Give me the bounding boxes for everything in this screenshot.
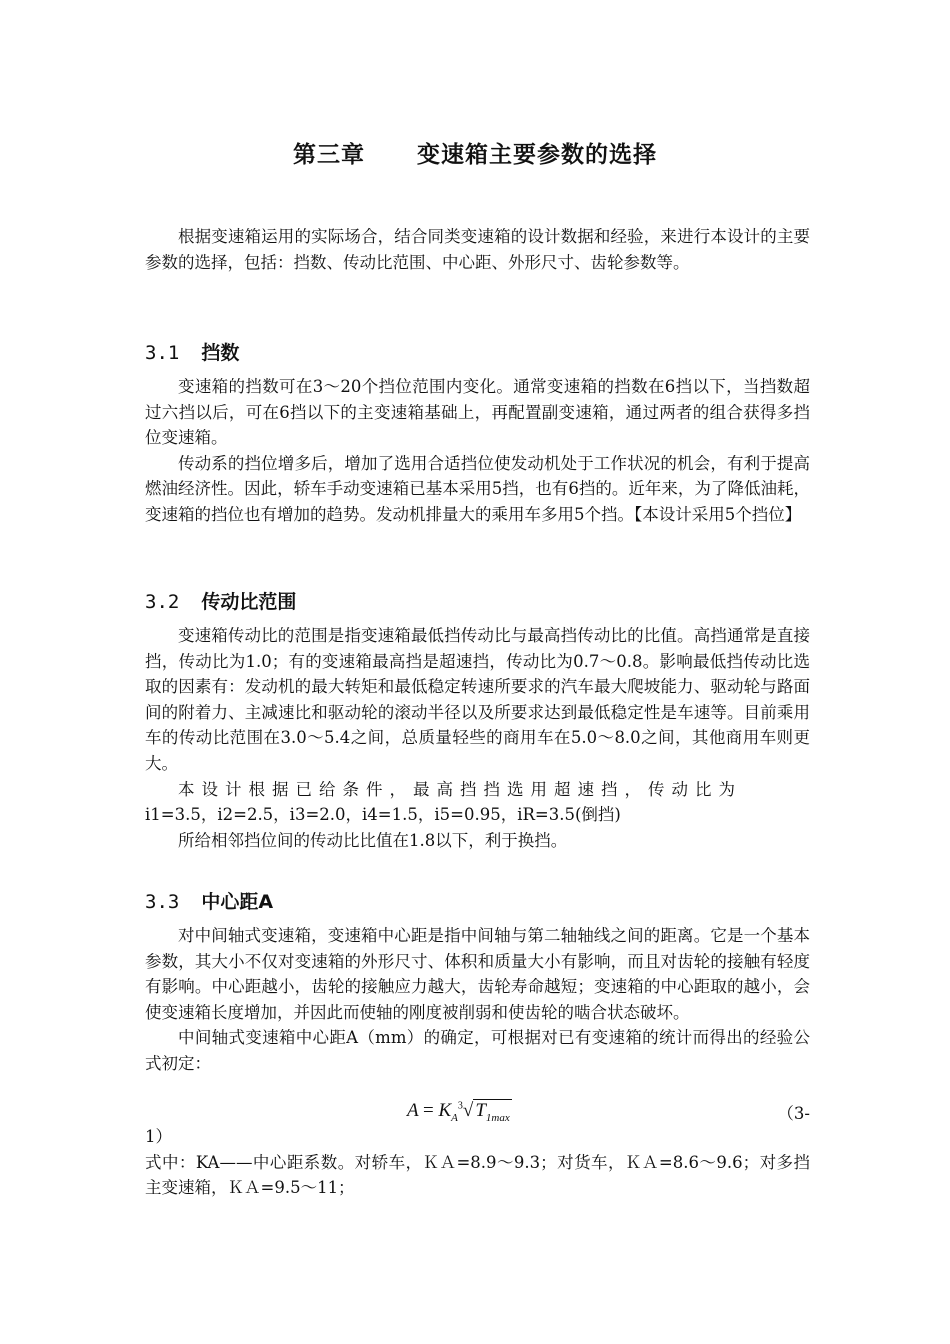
chapter-title (0, 136, 950, 169)
formula-eq: = (423, 1100, 434, 1121)
center-distance-formula (407, 1100, 512, 1124)
radical-sign: √ (462, 1100, 474, 1121)
paragraph: 所给相邻挡位间的传动比比值在1.8以下，利于换挡。 (178, 830, 568, 850)
formula-coef: K (438, 1100, 452, 1121)
formula-root-index: 3 (457, 1100, 463, 1112)
intro-block (145, 224, 810, 275)
section-number: 3.2 (145, 591, 180, 613)
formula-notes (145, 1124, 810, 1201)
equation-number-continued: 1） (145, 1127, 172, 1146)
section-number: 3.3 (145, 891, 180, 913)
section-heading-3-1 (145, 338, 239, 365)
paragraph: 变速箱的挡数可在3～20个挡位范围内变化。通常变速箱的挡数在6挡以下，当挡数超过六挡以后，可在6挡以下的主变速箱基础上，再配置副变速箱，通过两者的组合获得多挡位变速箱。 (145, 377, 810, 448)
equation-number: （3- (777, 1104, 810, 1123)
paragraph: 本设计根据已给条件，最高挡挡选用超速挡，传动比为 (178, 779, 742, 799)
paragraph: 中间轴式变速箱中心距A（mm）的确定，可根据对已有变速箱的统计而得出的经验公式初定： (145, 1028, 810, 1073)
section-number: 3.1 (145, 342, 180, 364)
section-heading-3-2 (145, 587, 296, 614)
section-title: 传动比范围 (201, 591, 297, 613)
formula-lhs: A (407, 1100, 419, 1121)
paragraph: 变速箱传动比的范围是指变速箱最低挡传动比与最高挡传动比的比值。高挡通常是直接挡，传动比为1.0；有的变速箱最高挡是超速挡，传动比为0.7～0.8。影响最低挡传动比选取的因素有：发动机的最大转矩和最低稳定转速所要求的汽车最大爬坡能力、驱动轮与路面间的附着力、主减速比和驱动轮的滚动半径以及所要求达到最低稳定性是车速等。目前乘用车的传动比范围在3.0～5.4之间，总质量轻些的商用车在5.0～8.0之间，其他商用车则更大。 (145, 626, 810, 773)
formula-radicand: T (475, 1100, 486, 1121)
section-title: 挡数 (201, 342, 240, 364)
section-3-3-body (145, 923, 810, 1077)
formula-radicand-sub: 1max (485, 1111, 510, 1124)
section-3-2-body (145, 623, 810, 853)
gear-ratios: i1=3.5，i2=2.5，i3=2.0，i4=1.5，i5=0.95，iR=3.5(倒挡) (145, 805, 621, 825)
formula-footnote: 式中：KA——中心距系数。对轿车，ＫＡ=8.9～9.3；对货车，ＫＡ=8.6～9.6；对多挡主变速箱，ＫＡ=9.5～11； (145, 1152, 810, 1198)
paragraph: 对中间轴式变速箱，变速箱中心距是指中间轴与第二轴轴线之间的距离。它是一个基本参数，其大小不仅对变速箱的外形尺寸、体积和质量大小有影响，而且对齿轮的接触有轻度有影响。中心距越小，齿轮的接触应力越大，齿轮寿命越短；变速箱的中心距取的越小，会使变速箱长度增加，并因此而使轴的刚度被削弱和使齿轮的啮合状态破坏。 (145, 926, 810, 1022)
formula-coef-sub: A (451, 1111, 458, 1124)
section-3-1-body (145, 374, 810, 528)
chapter-label: 第三章 (293, 142, 365, 168)
chapter-title-text: 变速箱主要参数的选择 (417, 142, 657, 168)
intro-paragraph: 根据变速箱运用的实际场合，结合同类变速箱的设计数据和经验，来进行本设计的主要参数的选择，包括：挡数、传动比范围、中心距、外形尺寸、齿轮参数等。 (145, 227, 810, 272)
section-heading-3-3 (145, 887, 273, 914)
section-title: 中心距A (201, 891, 274, 913)
paragraph: 传动系的挡位增多后，增加了选用合适挡位使发动机处于工作状况的机会，有利于提高燃油经济性。因此，轿车手动变速箱已基本采用5挡，也有6挡的。近年来，为了降低油耗，变速箱的挡位也有增加的趋势。发动机排量大的乘用车多用5个挡。【本设计采用5个挡位】 (145, 453, 810, 524)
